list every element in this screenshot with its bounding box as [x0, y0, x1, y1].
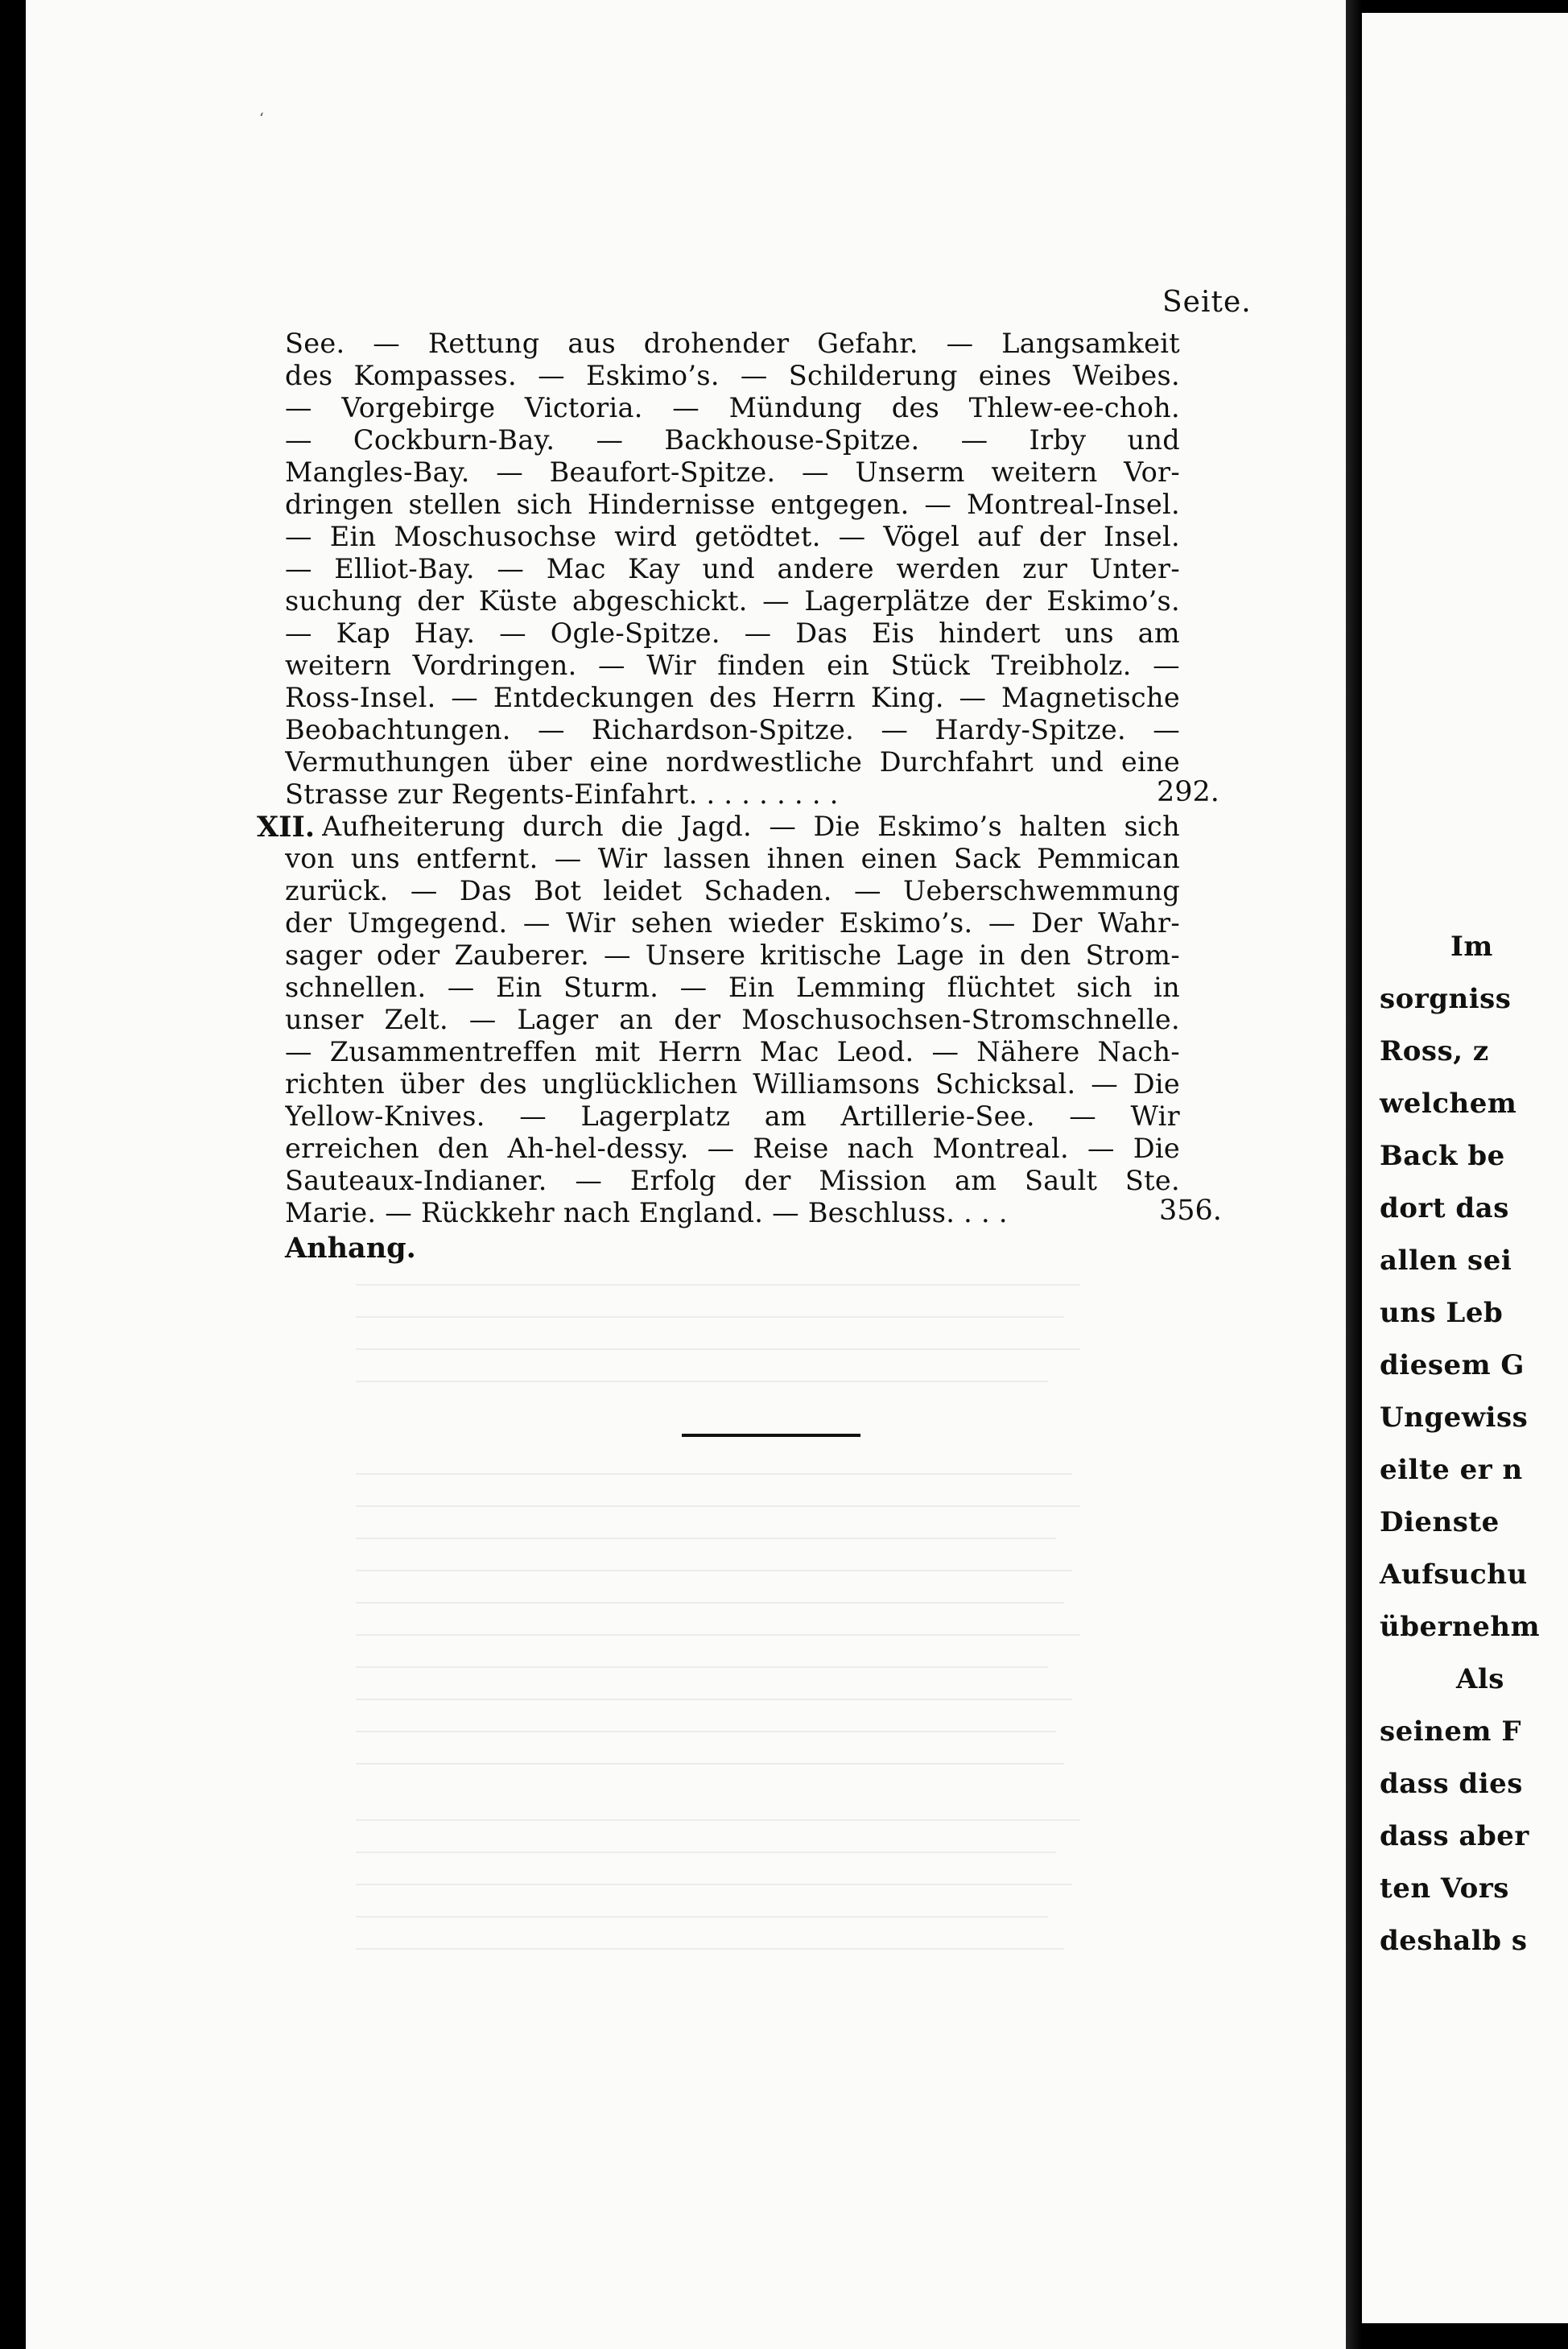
right-page-line: Aufsuchu: [1380, 1558, 1528, 1591]
toc-line: weitern Vordringen. — Wir finden ein Stück Treibholz. —: [285, 650, 1180, 681]
toc-line: — Cockburn-Bay. — Backhouse-Spitze. — Irby und: [285, 424, 1180, 456]
right-page-line: Ungewiss: [1380, 1402, 1529, 1434]
right-page-line: Als: [1456, 1663, 1504, 1695]
chapter-number: XII.: [257, 811, 316, 844]
appendix-heading: Anhang.: [285, 1232, 416, 1265]
toc-line: Strasse zur Regents-Einfahrt. . . . . . . . .: [285, 778, 839, 810]
toc-line: Aufheiterung durch die Jagd. — Die Eskimo’s halten sich: [322, 811, 1180, 842]
toc-line: Mangles-Bay. — Beaufort-Spitze. — Unserm weitern Vor-: [285, 456, 1180, 488]
right-page-line: Dienste: [1380, 1506, 1500, 1538]
right-page-line: dass aber: [1380, 1820, 1529, 1852]
right-page-line: sorgniss: [1380, 983, 1512, 1015]
right-page-line: deshalb s: [1380, 1925, 1528, 1957]
toc-line: Ross-Insel. — Entdeckungen des Herrn King. — Magnetische: [285, 682, 1180, 713]
toc-line: See. — Rettung aus drohender Gefahr. — Langsamkeit: [285, 328, 1180, 359]
left-page: [26, 0, 1346, 2349]
toc-line: richten über des unglücklichen Williamsons Schicksal. — Die: [285, 1068, 1180, 1100]
toc-line: von uns entfernt. — Wir lassen ihnen einen Sack Pemmican: [285, 843, 1180, 874]
toc-line: suchung der Küste abgeschickt. — Lagerplätze der Eskimo’s.: [285, 585, 1180, 617]
toc-line: zurück. — Das Bot leidet Schaden. — Ueberschwemmung: [285, 875, 1180, 906]
toc-line: Sauteaux-Indianer. — Erfolg der Mission am Sault Ste.: [285, 1165, 1180, 1196]
right-page-line: welchem: [1380, 1088, 1517, 1120]
toc-line: schnellen. — Ein Sturm. — Ein Lemming flüchtet sich in: [285, 972, 1180, 1003]
toc-line: — Vorgebirge Victoria. — Mündung des Thlew-ee-choh.: [285, 392, 1180, 423]
right-page-line: allen sei: [1380, 1245, 1512, 1277]
right-page-line: Back be: [1380, 1140, 1505, 1172]
toc-line: — Ein Moschusochse wird getödtet. — Vögel auf der Insel.: [285, 521, 1180, 552]
toc-line: unser Zelt. — Lager an der Moschusochsen-Stromschnelle.: [285, 1004, 1180, 1035]
toc-line: sager oder Zauberer. — Unsere kritische Lage in den Strom-: [285, 939, 1180, 971]
toc-line: Yellow-Knives. — Lagerplatz am Artillerie-See. — Wir: [285, 1100, 1180, 1132]
right-page: [1362, 13, 1568, 2323]
right-page-line: übernehm: [1380, 1611, 1541, 1643]
page-column-header: Seite.: [1162, 286, 1252, 319]
right-page-line: Im: [1450, 931, 1493, 963]
right-page-line: uns Leb: [1380, 1297, 1504, 1329]
toc-line: — Elliot-Bay. — Mac Kay und andere werden zur Unter-: [285, 553, 1180, 584]
toc-line: des Kompasses. — Eskimo’s. — Schilderung eines Weibes.: [285, 360, 1180, 391]
toc-line: erreichen den Ah-hel-dessy. — Reise nach Montreal. — Die: [285, 1133, 1180, 1164]
right-page-line: eilte er n: [1380, 1454, 1523, 1486]
toc-line: Marie. — Rückkehr nach England. — Beschluss. . . .: [285, 1197, 1008, 1228]
right-page-line: ten Vors: [1380, 1872, 1509, 1905]
page-number: 292.: [1157, 776, 1219, 808]
right-page-line: diesem G: [1380, 1349, 1525, 1381]
right-page-line: dass dies: [1380, 1768, 1523, 1800]
toc-line: dringen stellen sich Hindernisse entgegen. — Montreal-Insel.: [285, 489, 1180, 520]
right-page-line: dort das: [1380, 1192, 1509, 1224]
right-page-line: Ross, z: [1380, 1035, 1489, 1067]
right-page-line: seinem F: [1380, 1715, 1521, 1748]
toc-line: Beobachtungen. — Richardson-Spitze. — Hardy-Spitze. —: [285, 714, 1180, 745]
toc-line: — Zusammentreffen mit Herrn Mac Leod. — Nähere Nach-: [285, 1036, 1180, 1067]
toc-line: der Umgegend. — Wir sehen wieder Eskimo’s. — Der Wahr-: [285, 907, 1180, 939]
book-gutter: [1346, 0, 1362, 2349]
toc-line: — Kap Hay. — Ogle-Spitze. — Das Eis hindert uns am: [285, 617, 1180, 649]
page-number: 356.: [1159, 1195, 1222, 1227]
section-rule: [682, 1434, 860, 1437]
toc-line: Vermuthungen über eine nordwestliche Durchfahrt und eine: [285, 746, 1180, 778]
corner-mark: ‘: [259, 110, 264, 127]
